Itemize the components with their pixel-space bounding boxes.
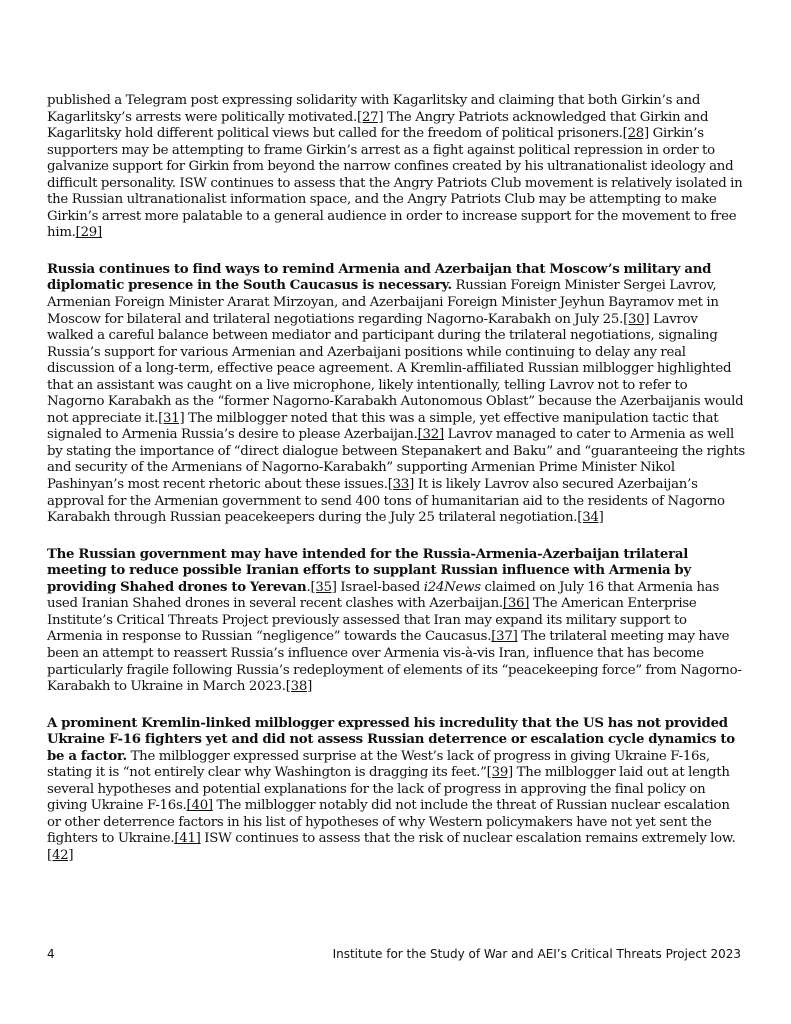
paragraph xyxy=(47,547,745,696)
text-run: The milblogger noted that this was a simple, yet effective manipulation tactic that signaled to Armenia Russia’s desire to please Azerbaijan. xyxy=(47,410,719,443)
footnote-link[interactable]: [41] xyxy=(174,831,201,847)
footnote-link[interactable]: [34] xyxy=(577,510,604,526)
text-run: claimed on July 16 that Armenia has used Iranian Shahed drones in several recent clashes with Azerbaijan. xyxy=(47,579,720,612)
footnote-link[interactable]: [30] xyxy=(623,311,650,327)
bold-lead-sentence: The Russian government may have intended for the Russia-Armenia-Azerbaijan trilateral meeting to reduce possible Iranian efforts to supplant Russian influence with Armenia by providing Shahed drones to Yerevan xyxy=(47,546,691,595)
footnote-link[interactable]: [33] xyxy=(387,477,415,493)
page-number: 4 xyxy=(47,947,55,961)
text-run: The milblogger notably did not include the threat of Russian nuclear escalation or other deterrence factors in his list of hypotheses of why Western policymakers have not yet sent the fighters to Ukraine. xyxy=(47,798,730,847)
italic-source-name: i24News xyxy=(423,579,481,595)
body-text xyxy=(47,93,745,885)
text-run: ISW continues to assess that the risk of nuclear escalation remains extremely low. xyxy=(200,831,736,847)
paragraph xyxy=(47,262,745,527)
bold-lead-sentence: A prominent Kremlin-linked milblogger expressed his incredulity that the US has not provided Ukraine F-16 fighters yet and did not assess Russian deterrence or escalation cycle dynamics to be a factor. xyxy=(47,715,735,764)
text-run: It is likely Lavrov also secured Azerbaijan’s approval for the Armenian government to send 400 tons of humanitarian aid to the residents of Nagorno Karabakh through Russian peacekeepers during the July 25 trilateral negotiation. xyxy=(47,477,725,526)
text-run: Lavrov managed to cater to Armenia as well by stating the importance of “direct dialogue between Stepanakert and Baku” and “guaranteeing the rights and security of the Armenians of Nagorno-Karabakh” supporting Armenian Prime Minister Nikol Pashinyan’s most recent rhetoric about these issues. xyxy=(47,427,745,493)
footnote-link[interactable]: [28] xyxy=(622,126,649,142)
footnote-link[interactable]: [35] xyxy=(310,579,337,595)
footer-text: Institute for the Study of War and AEI’s Critical Threats Project 2023 xyxy=(332,947,741,961)
text-run: The milblogger expressed surprise at the West’s lack of progress in giving Ukraine F-16s, stating it is “not entirely clear why Washington is dragging its feet.” xyxy=(47,748,710,781)
text-run: Girkin’s supporters may be attempting to frame Girkin’s arrest as a fight against political repression in order to galvanize support for Girkin from beyond the narrow confines created by his ultranationalist ideology and difficult personality. ISW continues to assess that the Angry Patriots Club movement is relatively isolated in the Russian ultranationalist information space, and the Angry Patriots Club may be attempting to make Girkin’s arrest more palatable to a general audience in order to increase support for the movement to free him. xyxy=(47,126,743,241)
footnote-link[interactable]: [31] xyxy=(158,410,185,426)
footnote-link[interactable]: [42] xyxy=(47,847,74,863)
text-run: The Angry Patriots acknowledged that Girkin and Kagarlitsky hold different political views but called for the freedom of political prisoners. xyxy=(47,109,709,142)
footnote-link[interactable]: [32] xyxy=(417,427,444,443)
footnote-link[interactable]: [36] xyxy=(502,596,530,612)
footnote-link[interactable]: [38] xyxy=(285,679,313,695)
text-run: Russian Foreign Minister Sergei Lavrov, Armenian Foreign Minister Ararat Mirzoyan, and Azerbaijani Foreign Minister Jeyhun Bayramov met in Moscow for bilateral and trilateral negotiations regarding Nagorno-Karabakh on July 25. xyxy=(47,278,719,327)
paragraph xyxy=(47,93,745,242)
footnote-link[interactable]: [39] xyxy=(486,765,513,781)
text-run: Israel-based xyxy=(336,579,424,595)
text-run: The trilateral meeting may have been an attempt to reassert Russia’s influence over Armenia vis-à-vis Iran, influence that has become particularly fragile following Russia’s redeployment of elements of its “peacekeeping force” from Nagorno-Karabakh to Ukraine in March 2023. xyxy=(47,629,742,695)
text-run: The milblogger laid out at length several hypotheses and potential explanations for the lack of progress in approving the final policy on giving Ukraine F-16s. xyxy=(47,765,730,814)
text-run: published a Telegram post expressing solidarity with Kagarlitsky and claiming that both Girkin’s and Kagarlitsky’s arrests were politically motivated. xyxy=(47,93,701,125)
footnote-link[interactable]: [29] xyxy=(75,225,102,241)
paragraph xyxy=(47,716,745,865)
footnote-link[interactable]: [40] xyxy=(186,798,213,814)
text-run: . xyxy=(306,579,311,595)
text-run: The American Enterprise Institute’s Critical Threats Project previously assessed that Iran may expand its military support to Armenia in response to Russian “negligence” towards the Caucasus. xyxy=(47,596,697,645)
footnote-link[interactable]: [27] xyxy=(357,109,384,125)
footnote-link[interactable]: [37] xyxy=(491,629,518,645)
bold-lead-sentence: Russia continues to find ways to remind Armenia and Azerbaijan that Moscow’s military and diplomatic presence in the South Caucasus is necessary. xyxy=(47,261,712,294)
text-run: Lavrov walked a careful balance between mediator and participant during the trilateral negotiations, signaling Russia’s support for various Armenian and Azerbaijani positions while continuing to delay any real discussion of a long-term, effective peace agreement. A Kremlin-affiliated Russian milblogger highlighted that an assistant was caught on a live microphone, likely intentionally, telling Lavrov not to refer to Nagorno Karabakh as the “former Nagorno-Karabakh Autonomous Oblast” because the Azerbaijanis would not appreciate it. xyxy=(47,311,744,426)
